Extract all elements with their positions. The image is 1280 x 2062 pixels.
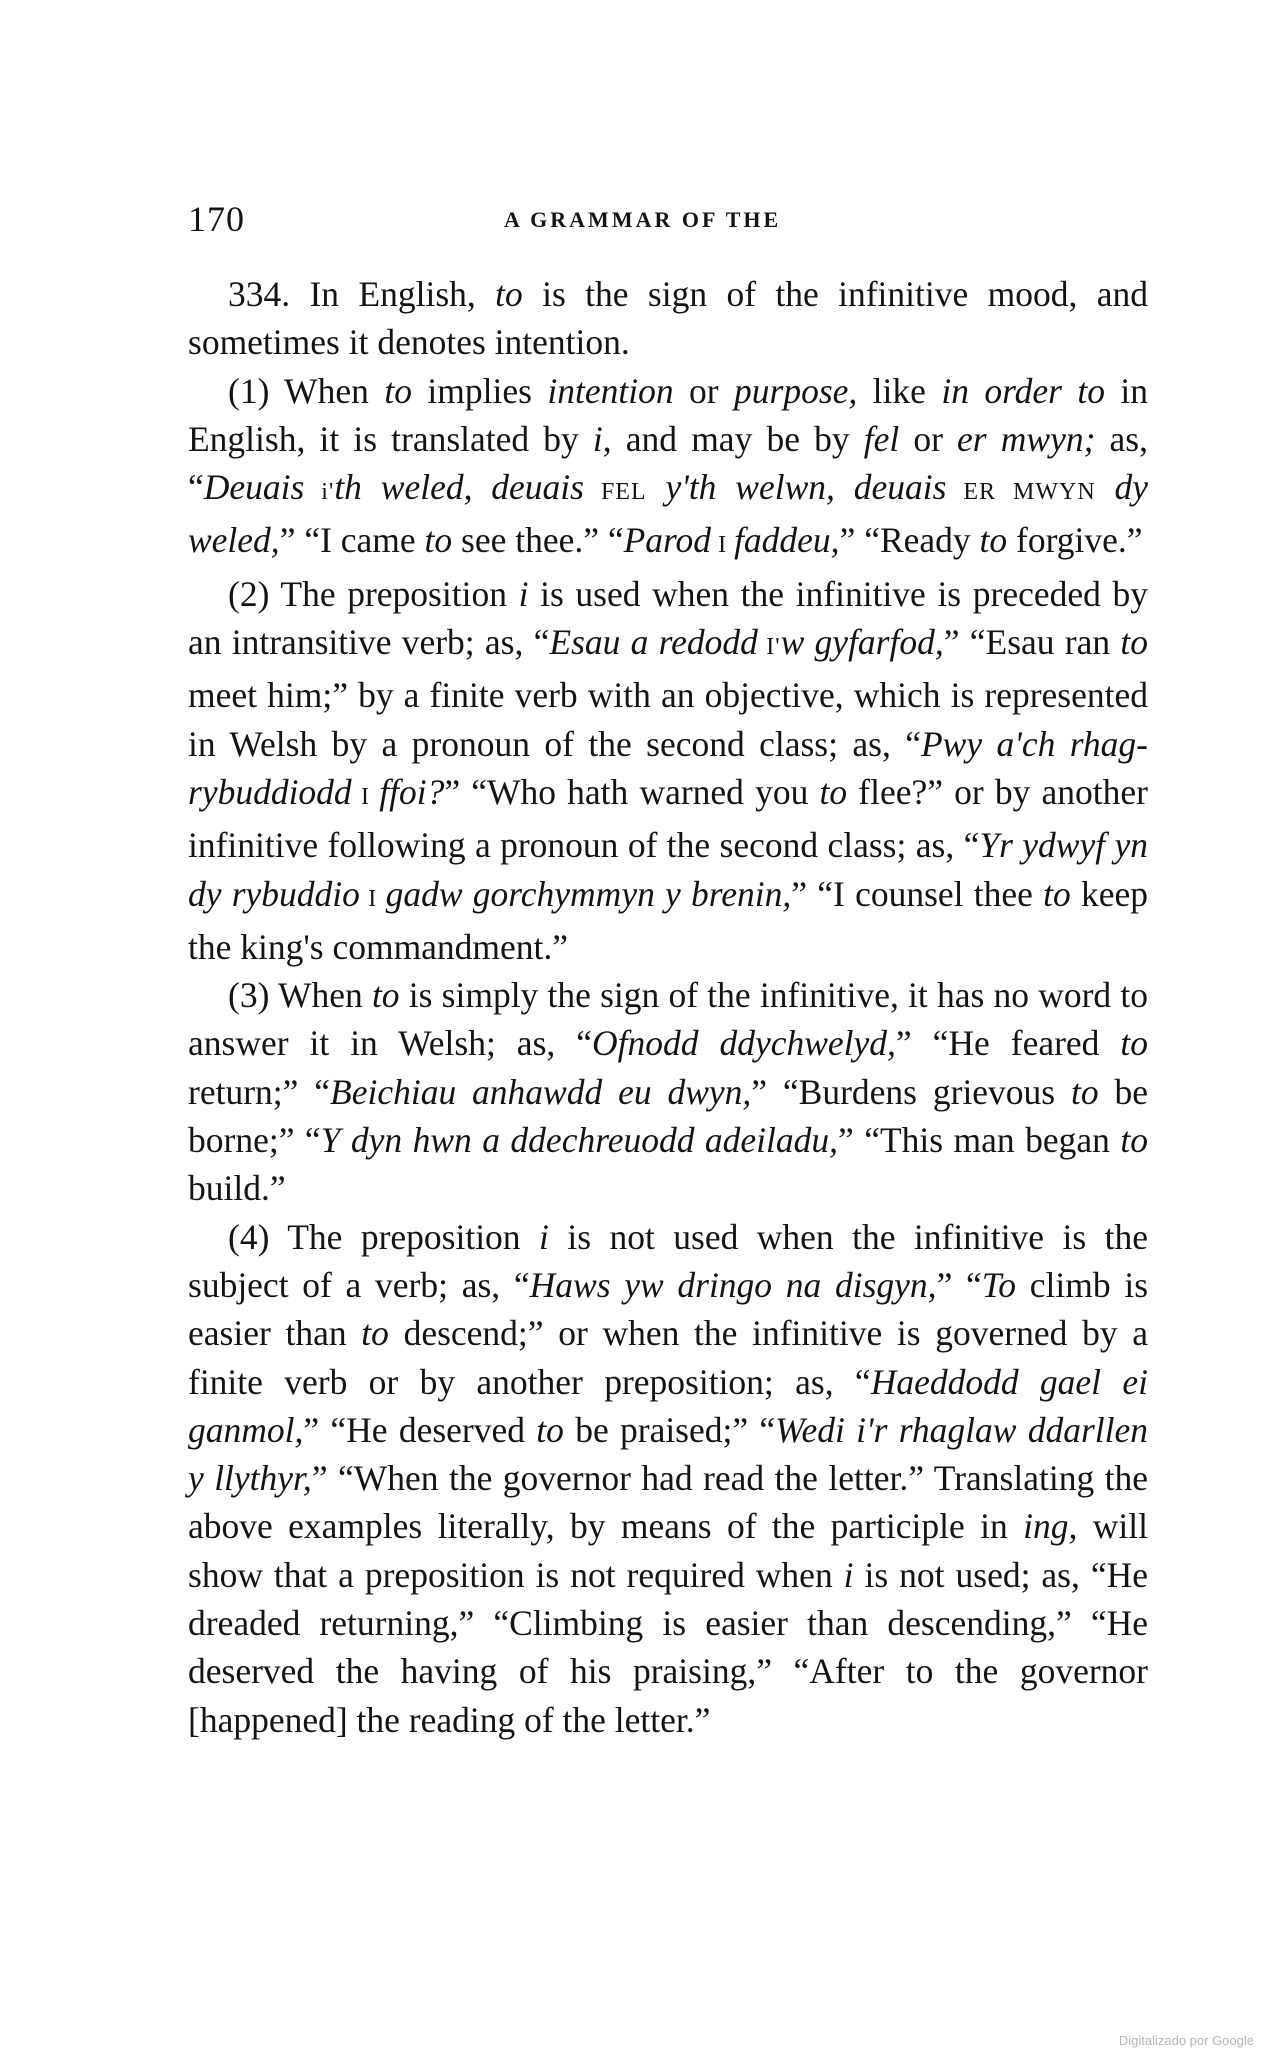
- text-run: ” “Ready: [839, 520, 980, 561]
- body-text: [188, 270, 1148, 1744]
- text-run: to: [1120, 1023, 1148, 1064]
- paragraph-334: [188, 270, 1148, 367]
- text-run: Beichiau anhawdd eu dwyn,: [330, 1071, 752, 1112]
- text-run: see thee.” “: [452, 520, 624, 561]
- running-head: A GRAMMAR OF THE: [504, 207, 782, 232]
- text-run: Y dyn hwn a ddechreuodd adeiladu,: [320, 1120, 839, 1161]
- text-run: I': [757, 634, 781, 661]
- text-run: ” “I counsel thee: [791, 873, 1044, 914]
- text-run: or: [673, 370, 734, 411]
- text-run: to: [1071, 1071, 1099, 1112]
- text-run: i: [843, 1554, 854, 1595]
- text-run: to: [979, 520, 1008, 561]
- text-run: is used when the infinitive is preceded by an intransitive verb; as, “: [188, 573, 1148, 663]
- paragraph-4: [188, 1213, 1148, 1744]
- text-run: ” “I came: [279, 520, 425, 561]
- text-run: I: [359, 885, 386, 912]
- text-run: be praised;” “: [563, 1409, 776, 1450]
- text-run: ER MWYN: [946, 479, 1096, 506]
- text-run: purpose,: [734, 370, 858, 411]
- text-run: to: [424, 520, 453, 561]
- text-run: flee?” or by another infinitive following a pronoun of the second class; as, “: [188, 771, 1148, 866]
- text-run: is not used; as, “He dreaded returning,” “Climbing is easier than descending,” “He deserved the having of his praising,” “After to the governor [happened] the reading of the letter.”: [188, 1554, 1148, 1740]
- text-run: i: [518, 573, 529, 614]
- text-run: is simply the sign of the infinitive, it has no word to answer it in Welsh; as, “: [188, 975, 1149, 1064]
- text-run: is not used when the infinitive is the subject of a verb; as, “: [188, 1216, 1148, 1305]
- text-run: to: [819, 771, 848, 812]
- text-run: dy weled,: [188, 467, 1149, 561]
- text-run: to: [1120, 1120, 1148, 1161]
- page-number: 170: [188, 199, 245, 239]
- text-run: Haeddodd gael ei ganmol,: [188, 1361, 1148, 1450]
- text-run: th weled, deuais: [334, 467, 584, 508]
- watermark: Digitalizado por Google: [1118, 2033, 1254, 2048]
- text-run: (4) The preposition: [228, 1216, 540, 1257]
- text-run: to: [384, 370, 412, 411]
- text-run: build.”: [188, 1168, 286, 1209]
- text-run: descend;” or when the infinitive is governed by a finite verb or by another preposition; as, “: [188, 1313, 1149, 1402]
- paragraph-3: [188, 971, 1148, 1212]
- text-run: I: [711, 532, 735, 559]
- text-run: intention: [547, 370, 674, 411]
- text-run: faddeu,: [734, 520, 840, 561]
- text-run: FEL: [583, 479, 647, 506]
- text-run: in English, it is translated by: [188, 370, 1149, 459]
- text-run: to: [371, 975, 400, 1016]
- text-run: to: [1043, 873, 1071, 914]
- text-run: climb is easier than: [188, 1264, 1149, 1354]
- paragraph-2: [188, 570, 1148, 971]
- text-run: ” “Who hath warned you: [444, 771, 820, 812]
- text-run: ffoi?: [379, 771, 445, 812]
- text-run: To: [981, 1264, 1017, 1305]
- text-run: ” “When the governor had read the letter.” Translating the above examples literally, by means of the participle in: [188, 1458, 1148, 1547]
- text-run: ” “: [936, 1264, 982, 1305]
- text-run: in order to: [941, 370, 1105, 411]
- text-run: Yr ydwyf yn dy rybuddio: [188, 825, 1148, 914]
- text-run: ” “This man began: [838, 1120, 1121, 1161]
- text-run: i,: [592, 418, 612, 459]
- paragraph-1: [188, 367, 1148, 570]
- text-run: (3) When: [228, 975, 372, 1016]
- text-run: fel: [863, 418, 900, 459]
- text-run: I: [351, 783, 380, 810]
- text-run: 334. In English,: [228, 274, 496, 314]
- text-run: is the sign of the infinitive mood, and sometimes it denotes intention.: [188, 274, 1148, 363]
- text-run: ” “Burdens grievous: [751, 1071, 1071, 1112]
- text-run: Wedi i'r rhaglaw ddarllen y llythyr,: [188, 1409, 1148, 1499]
- text-run: like: [857, 370, 942, 411]
- text-run: Deuais: [203, 467, 305, 508]
- text-run: ” “Esau ran: [943, 622, 1121, 663]
- text-run: i': [304, 479, 335, 506]
- text-run: (2) The preposition: [228, 573, 519, 614]
- text-run: or: [899, 418, 958, 459]
- text-run: forgive.”: [1007, 520, 1143, 561]
- text-run: meet him;” by a finite verb with an objective, which is represented in Welsh by a pronoun of the second class; as, “: [188, 675, 1148, 764]
- text-run: y'th welwn, deuais: [646, 467, 947, 508]
- text-run: to: [1120, 622, 1148, 663]
- text-run: as, “: [188, 418, 1148, 508]
- text-run: w gyfarfod,: [780, 622, 944, 663]
- text-run: implies: [411, 370, 548, 411]
- text-run: ing,: [1023, 1506, 1078, 1547]
- text-run: Parod: [623, 520, 712, 561]
- text-run: ” “He feared: [895, 1023, 1121, 1064]
- text-run: Haws yw dringo na disgyn,: [529, 1264, 937, 1305]
- text-run: Pwy a'ch rhag-rybuddiodd: [188, 723, 1148, 812]
- text-run: return;” “: [188, 1071, 331, 1112]
- text-run: Ofnodd ddychwelyd,: [591, 1023, 896, 1064]
- text-run: er mwyn;: [957, 418, 1096, 459]
- text-run: i: [539, 1216, 549, 1257]
- text-run: Esau a redodd: [549, 622, 758, 663]
- text-run: to: [536, 1409, 564, 1450]
- text-run: to: [361, 1313, 389, 1354]
- text-run: and may be by: [611, 418, 864, 459]
- text-run: gadw gorchymmyn y brenin,: [385, 873, 792, 914]
- text-run: to: [495, 274, 523, 314]
- text-run: ” “He deserved: [303, 1409, 537, 1450]
- text-run: keep the king's commandment.”: [188, 873, 1148, 967]
- text-run: will show that a preposition is not required when: [188, 1506, 1148, 1595]
- text-run: (1) When: [228, 370, 385, 411]
- text-run: be borne;” “: [188, 1071, 1149, 1161]
